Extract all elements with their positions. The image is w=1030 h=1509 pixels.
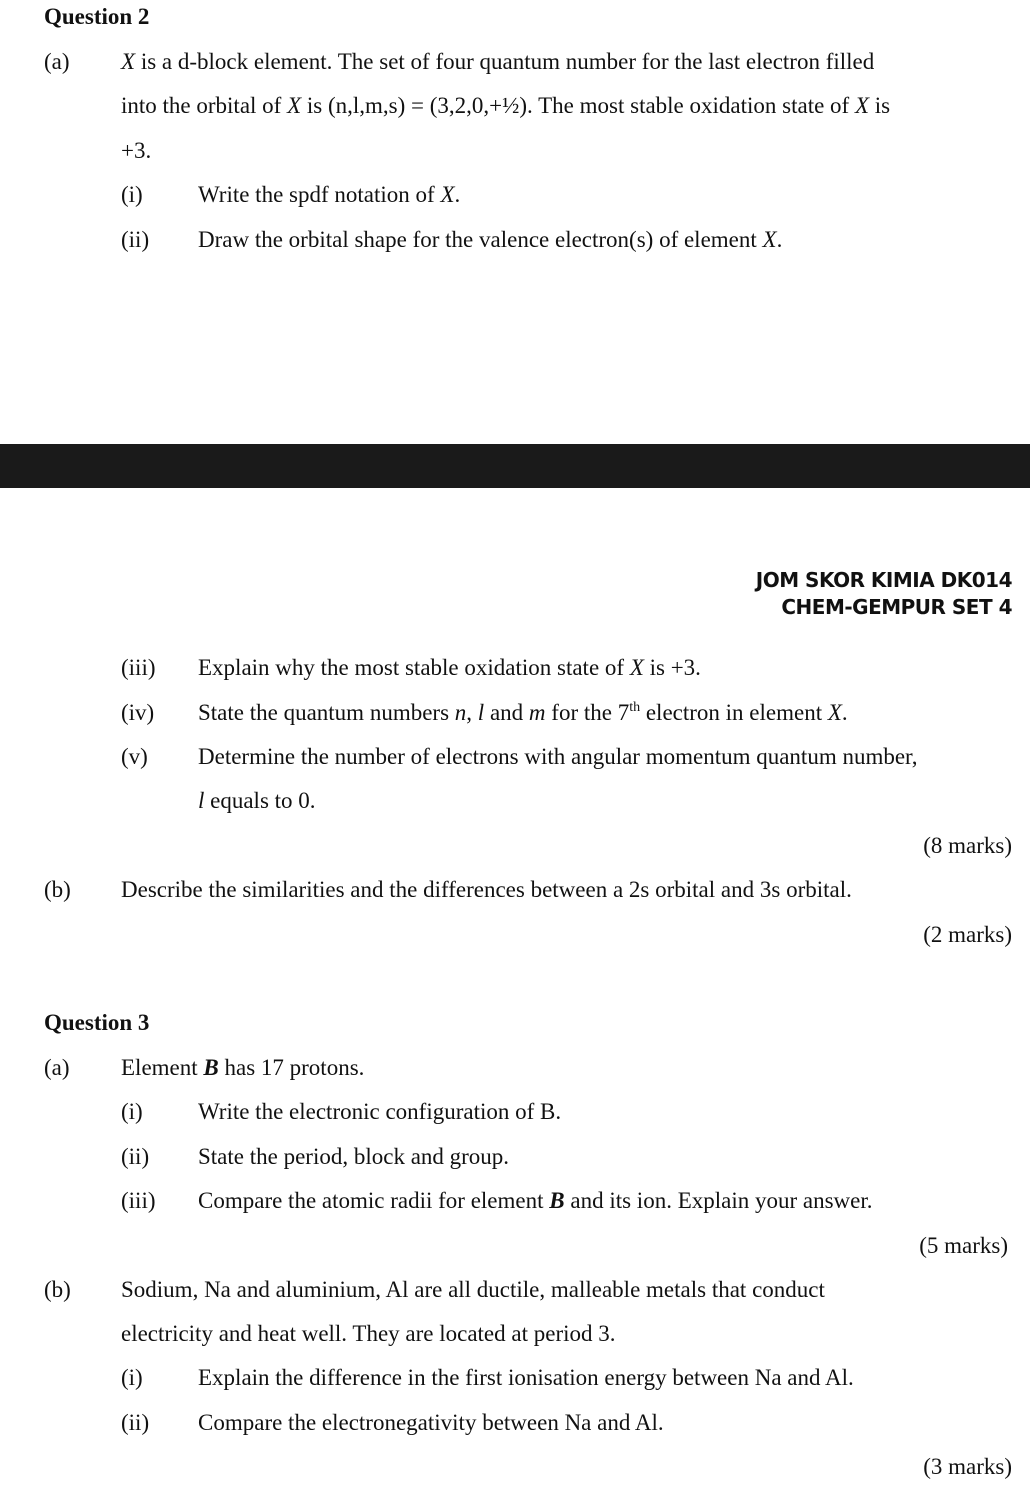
q3-a-marks: (5 marks) <box>919 1233 1008 1258</box>
q2-part-a-line2: into the orbital of X is (n,l,m,s) = (3,2,0,+½). The most stable oxidation state of X is <box>121 93 891 118</box>
q2-sub-iii-label: (iii) <box>121 655 156 680</box>
q3-part-a-label: (a) <box>44 1055 70 1080</box>
q2-part-a-line3: +3. <box>121 138 152 163</box>
q3-sub-bi-label: (i) <box>121 1365 143 1390</box>
q2-sub-ii-label: (ii) <box>121 227 150 252</box>
q3-sub-ii-text: State the period, block and group. <box>198 1144 510 1169</box>
q3-sub-bii-label: (ii) <box>121 1410 150 1435</box>
q3-sub-iii-text: Compare the atomic radii for element B and its ion. Explain your answer. <box>198 1188 873 1213</box>
question-2-title: Question 2 <box>44 4 150 29</box>
header-line-1: JOM SKOR KIMIA DK014 <box>755 568 1012 592</box>
q2-sub-i-label: (i) <box>121 182 143 207</box>
q2-sub-ii-text: Draw the orbital shape for the valence electron(s) of element X. <box>198 227 783 252</box>
q2-a-marks: (8 marks) <box>923 833 1012 858</box>
q2-part-a-line1: X is a d-block element. The set of four quantum number for the last electron filled <box>121 49 875 74</box>
q3-sub-iii-label: (iii) <box>121 1188 156 1213</box>
q3-sub-bii-text: Compare the electronegativity between Na and Al. <box>198 1410 664 1435</box>
page-divider-bar <box>0 444 1030 488</box>
q2-part-b-text: Describe the similarities and the differences between a 2s orbital and 3s orbital. <box>121 877 852 902</box>
question-3-title: Question 3 <box>44 1010 150 1035</box>
q3-sub-i-label: (i) <box>121 1099 143 1124</box>
q3-part-a-text: Element B has 17 protons. <box>121 1055 365 1080</box>
q2-sub-v-label: (v) <box>121 744 148 769</box>
q3-part-b-line2: electricity and heat well. They are located at period 3. <box>121 1321 616 1346</box>
q2-sub-iv-label: (iv) <box>121 700 155 725</box>
q3-part-b-label: (b) <box>44 1277 71 1302</box>
q3-b-marks: (3 marks) <box>923 1454 1012 1479</box>
q2-part-a-label: (a) <box>44 49 70 74</box>
q2-sub-v-line2: l equals to 0. <box>198 788 316 813</box>
q3-part-b-line1: Sodium, Na and aluminium, Al are all ductile, malleable metals that conduct <box>121 1277 825 1302</box>
q3-sub-i-text: Write the electronic configuration of B. <box>198 1099 562 1124</box>
q2-sub-i-text: Write the spdf notation of X. <box>198 182 461 207</box>
q2-sub-iv-text: State the quantum numbers n, l and m for the 7th electron in element X. <box>198 700 848 725</box>
header-line-2: CHEM-GEMPUR SET 4 <box>781 595 1012 619</box>
q3-sub-bi-text: Explain the difference in the first ionisation energy between Na and Al. <box>198 1365 854 1390</box>
q2-part-b-label: (b) <box>44 877 71 902</box>
q2-b-marks: (2 marks) <box>923 922 1012 947</box>
q2-sub-iii-text: Explain why the most stable oxidation state of X is +3. <box>198 655 701 680</box>
q2-sub-v-line1: Determine the number of electrons with angular momentum quantum number, <box>198 744 918 769</box>
q3-sub-ii-label: (ii) <box>121 1144 150 1169</box>
